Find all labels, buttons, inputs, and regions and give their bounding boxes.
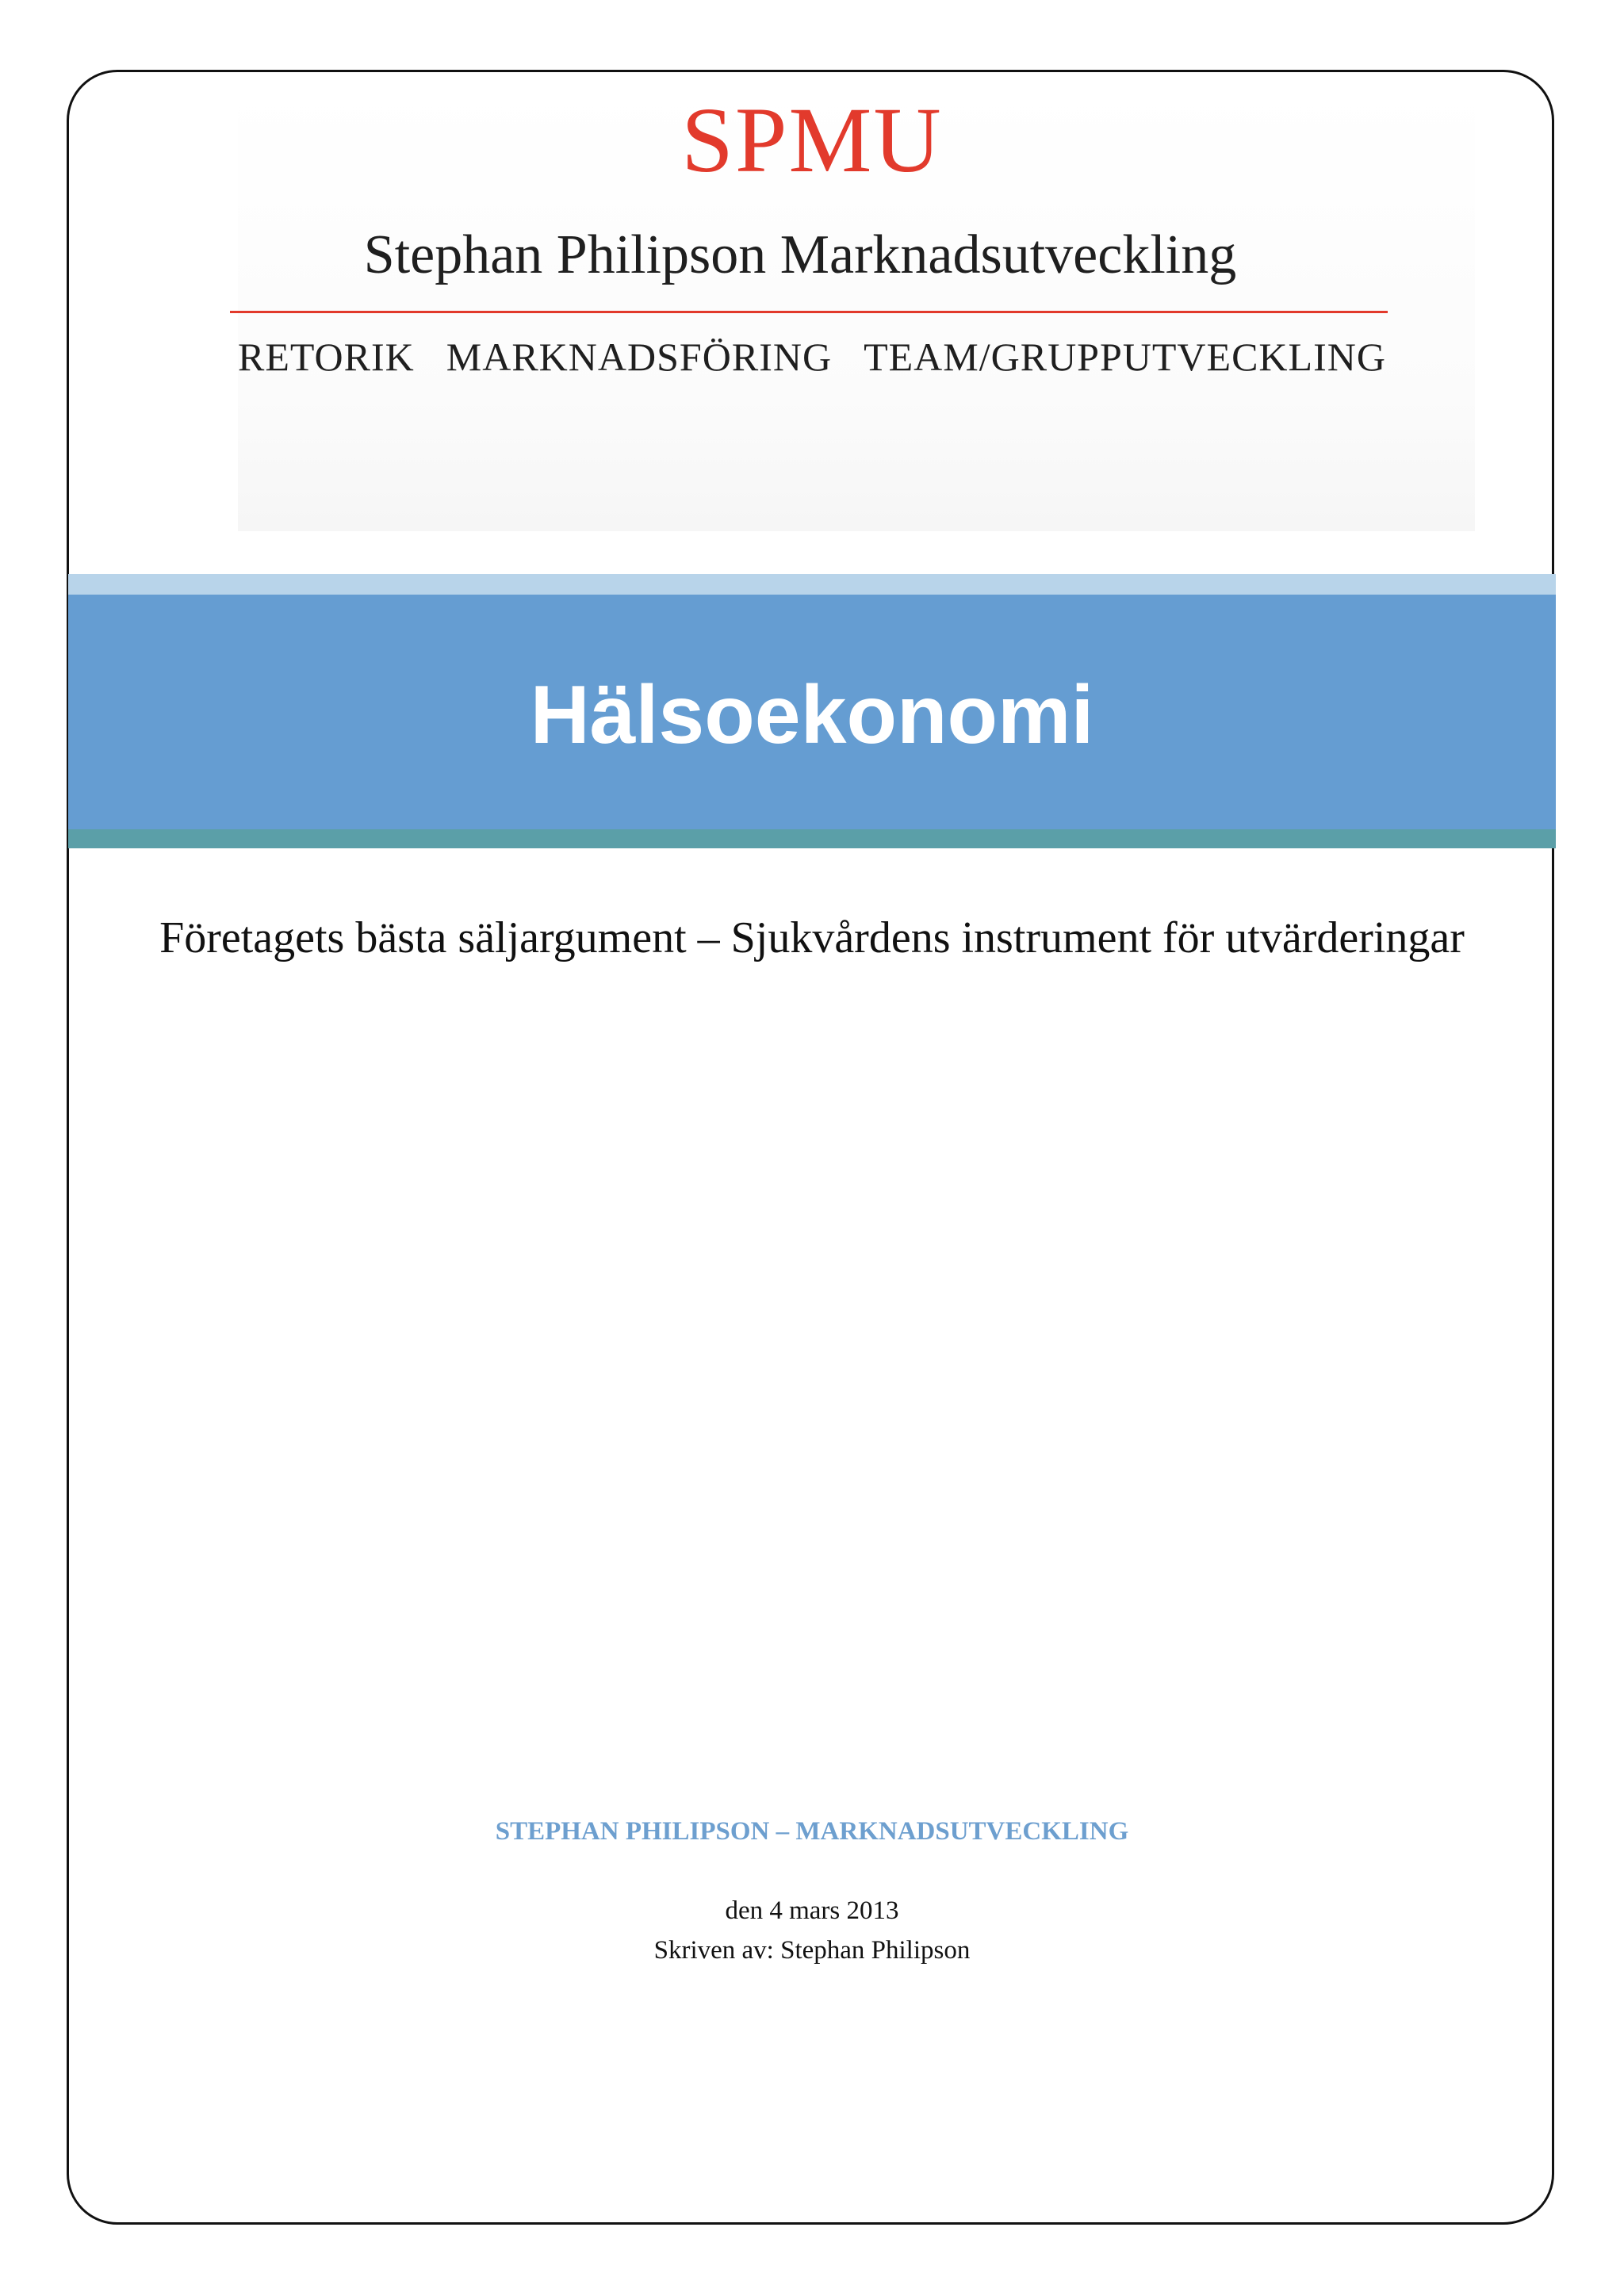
logo-mark: SPMU [681, 88, 943, 192]
logo-service-item: RETORIK [238, 335, 415, 379]
document-subtitle: Företagets bästa säljargument – Sjukvårdens instrument för utvärderingar [159, 913, 1465, 962]
logo-company-name: Stephan Philipson Marknadsutveckling [363, 224, 1237, 285]
document-date: den 4 mars 2013 [725, 1896, 899, 1925]
logo-service-item: MARKNADSFÖRING [446, 335, 833, 379]
logo-service-item: TEAM/GRUPPUTVECKLING [864, 335, 1386, 379]
title-band-top-stripe [68, 574, 1556, 595]
document-title: Hälsoekonomi [530, 669, 1094, 761]
title-band-bottom-stripe [68, 829, 1556, 848]
document-author: Skriven av: Stephan Philipson [653, 1936, 971, 1965]
logo-divider [230, 311, 1388, 313]
organization-name: STEPHAN PHILIPSON – MARKNADSUTVECKLING [495, 1817, 1129, 1846]
logo-services [0, 333, 1624, 381]
